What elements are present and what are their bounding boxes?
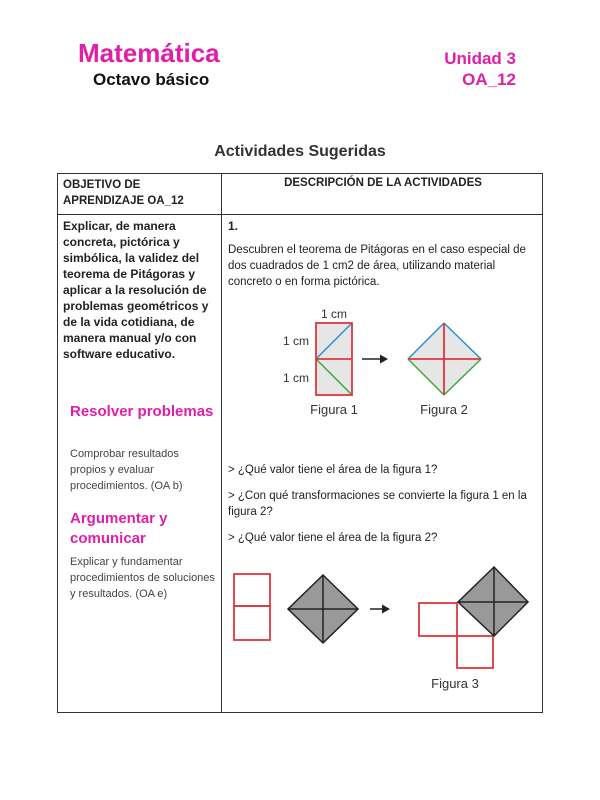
activity-number: 1. [228,219,239,233]
header-oa: OA_12 [462,70,516,89]
activities-table [57,173,543,713]
label-side1: 1 cm [282,334,310,348]
header-unit: Unidad 3 [444,49,516,68]
label-side2: 1 cm [282,371,310,385]
table-header-divider [58,214,542,215]
col2-header: DESCRIPCIÓN DE LA ACTIVIDADES [284,177,482,189]
header-level: Octavo básico [93,70,210,89]
figure-1-label: Figura 1 [310,402,358,417]
col1-header: OBJETIVO DE APRENDIZAJE OA_12 [63,179,184,207]
learning-objective: Explicar, de manera concreta, pictórica y simbólica, la validez del teorema de Pitágoras y aplicar a la resolución de problemas geométricos y de la vida cotidiana, de manera manual y/o con software educativo. [63,219,209,361]
section-title: Actividades Sugeridas [214,143,386,160]
skill-title-argue: Argumentar y comunicar [70,510,168,547]
skill-title-solve: Resolver problemas [70,403,214,420]
question-2: > ¿Con qué transformaciones se convierte la figura 1 en la figura 2? [228,490,527,518]
figure-3-label: Figura 3 [431,676,479,691]
skill-body-argue: Explicar y fundamentar procedimientos de soluciones y resultados. (OA e) [70,556,215,600]
label-top: 1 cm [320,307,348,321]
question-1: > ¿Qué valor tiene el área de la figura 1? [228,464,438,476]
skill-body-solve: Comprobar resultados propios y evaluar procedimientos. (OA b) [70,448,183,492]
activity-description: Descubren el teorema de Pitágoras en el caso especial de dos cuadrados de 1 cm2 de área, utilizando material concreto o en forma pictórica. [228,244,526,288]
header-subject: Matemática [78,38,220,68]
table-column-divider [221,174,222,712]
question-3: > ¿Qué valor tiene el área de la figura 2? [228,532,438,544]
figure-2-label: Figura 2 [420,402,468,417]
